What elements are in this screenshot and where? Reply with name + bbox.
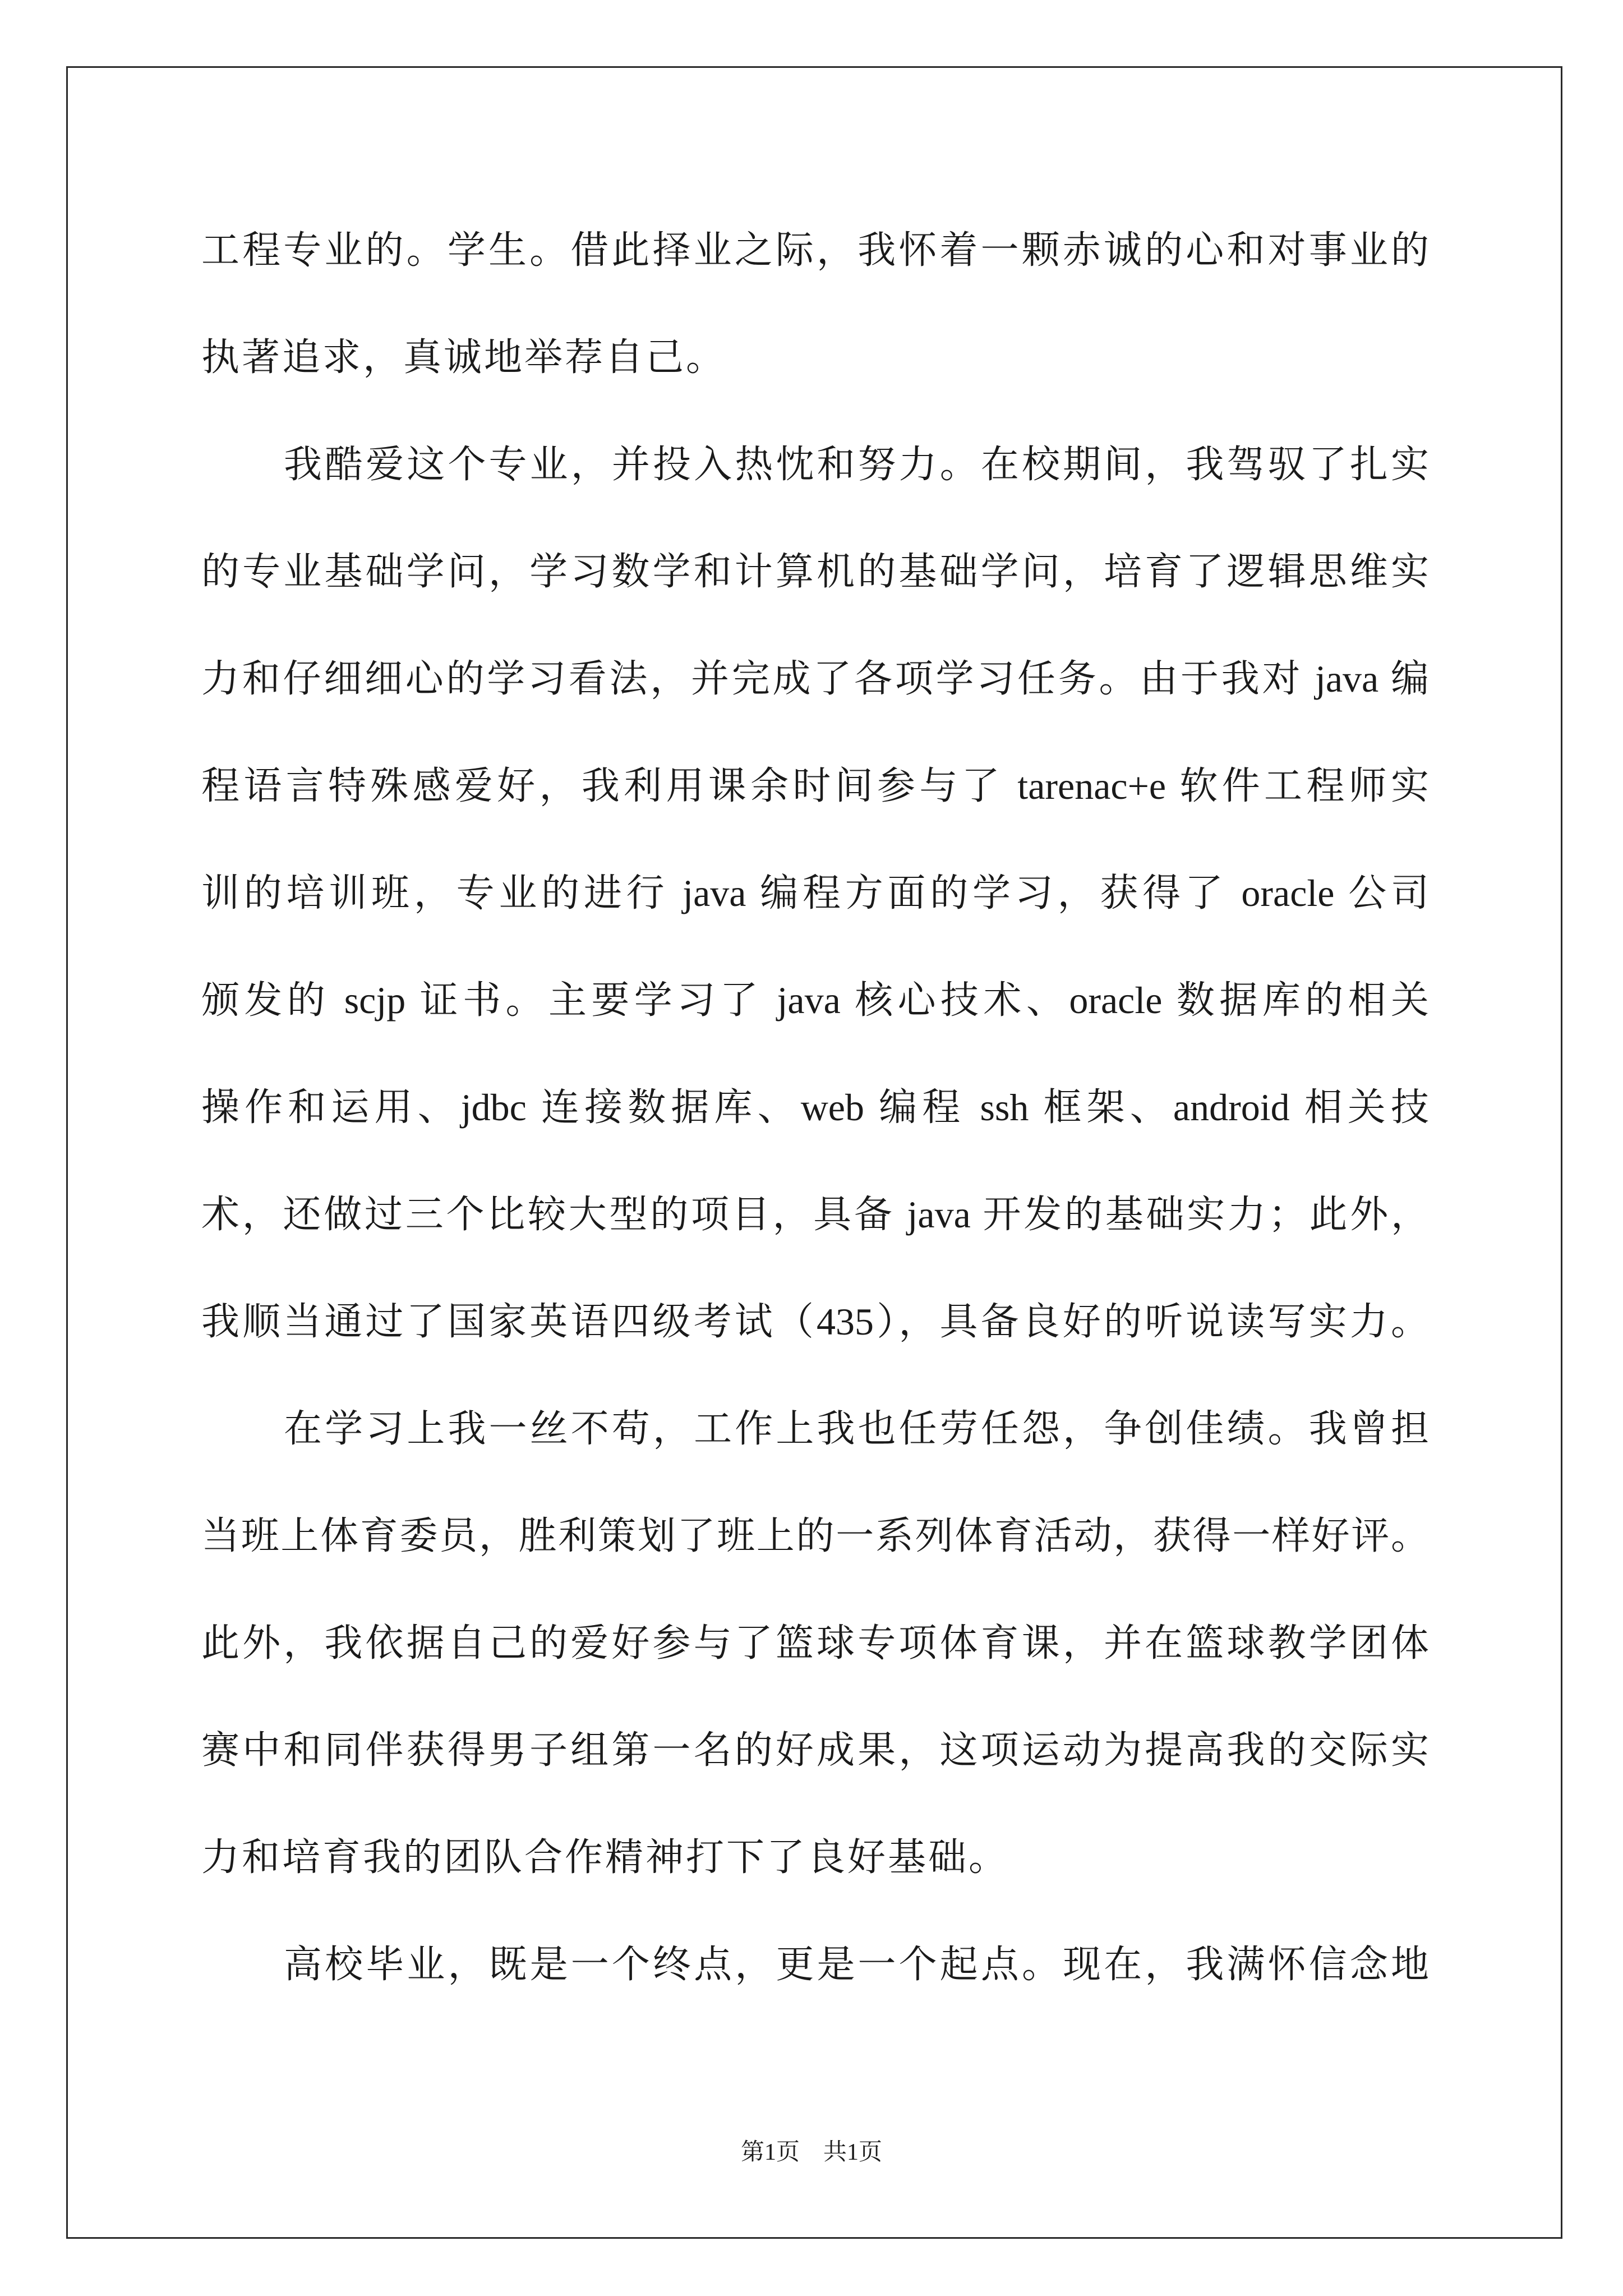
text-line: 的专业基础学问，学习数学和计算机的基础学问，培育了逻辑思维实 [201, 550, 1429, 593]
text-line: 赛中和同伴获得男子组第一名的好成果，这项运动为提高我的交际实 [201, 1729, 1429, 1772]
text-line: 当班上体育委员，胜利策划了班上的一系列体育活动，获得一样好评。 [201, 1515, 1429, 1557]
page-number-footer: 第1页 共1页 [740, 2139, 882, 2165]
text-line: 操作和运用、jdbc 连接数据库、web 编程 ssh 框架、android 相关技 [201, 1086, 1429, 1129]
paragraph [201, 197, 1429, 411]
text-line: 术，还做过三个比较大型的项目，具备 java 开发的基础实力；此外， [201, 1193, 1429, 1236]
document-body [201, 197, 1429, 2018]
text-line: 力和仔细细心的学习看法，并完成了各项学习任务。由于我对 java 编 [201, 657, 1429, 700]
text-line: 颁发的 scjp 证书。主要学习了 java 核心技术、oracle 数据库的相关 [201, 979, 1429, 1022]
text-line: 在学习上我一丝不苟，工作上我也任劳任怨，争创佳绩。我曾担 [284, 1407, 1429, 1450]
text-line: 程语言特殊感爱好，我利用课余时间参与了 tarenac+e 软件工程师实 [201, 765, 1429, 807]
text-line: 我顺当通过了国家英语四级考试（435），具备良好的听说读写实力。 [201, 1300, 1429, 1343]
text-line: 力和培育我的团队合作精神打下了良好基础。 [201, 1836, 1009, 1879]
text-line: 工程专业的。学生。借此择业之际，我怀着一颗赤诚的心和对事业的 [201, 229, 1429, 272]
text-line: 训的培训班，专业的进行 java 编程方面的学习，获得了 oracle 公司 [201, 872, 1429, 914]
text-line: 我酷爱这个专业，并投入热忱和努力。在校期间，我驾驭了扎实 [284, 443, 1429, 486]
paragraph [201, 411, 1429, 1375]
text-line: 高校毕业，既是一个终点，更是一个起点。现在，我满怀信念地 [284, 1943, 1429, 1986]
paragraph [201, 1375, 1429, 1911]
text-line: 此外，我依据自己的爱好参与了篮球专项体育课，并在篮球教学团体 [201, 1622, 1429, 1664]
text-line: 执著追求，真诚地举荐自己。 [201, 336, 727, 379]
paragraph [201, 1911, 1429, 2018]
